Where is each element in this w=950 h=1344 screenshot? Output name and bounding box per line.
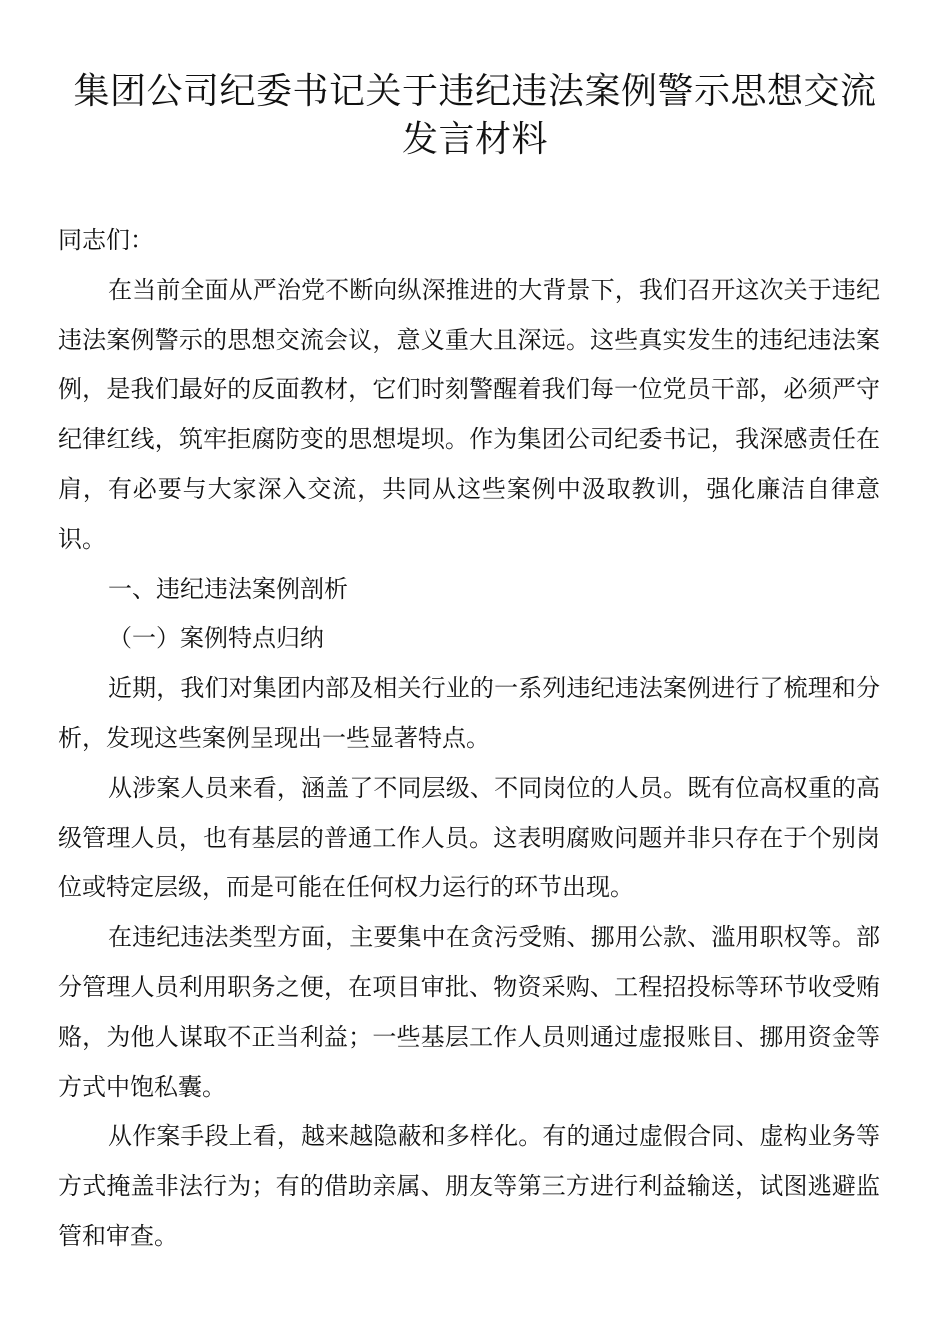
document-title: 集团公司纪委书记关于违纪违法案例警示思想交流发言材料 — [73, 71, 877, 160]
paragraph-methods: 从作案手段上看，越来越隐蔽和多样化。有的通过虚假合同、虚构业务等方式掩盖非法行为；有的借助亲属、朋友等第三方进行利益输送，试图逃避监管和审查。 — [58, 1122, 880, 1250]
subsection-heading-1: （一）案例特点归纳 — [108, 624, 324, 653]
document-body — [58, 216, 880, 1262]
paragraph-violation-types: 在违纪违法类型方面，主要集中在贪污受贿、挪用公款、滥用职权等。部分管理人员利用职务之便，在项目审批、物资采购、工程招投标等环节收受贿赂，为他人谋取不正当利益；一些基层工作人员则通过虚报账目、挪用资金等方式中饱私囊。 — [58, 923, 880, 1101]
paragraph-intro: 在当前全面从严治党不断向纵深推进的大背景下，我们召开这次关于违纪违法案例警示的思想交流会议，意义重大且深远。这些真实发生的违纪违法案例，是我们最好的反面教材，它们时刻警醒着我们每一位党员干部，必须严守纪律红线，筑牢拒腐防变的思想堤坝。作为集团公司纪委书记，我深感责任在肩，有必要与大家深入交流，共同从这些案例中汲取教训，强化廉洁自律意识。 — [58, 275, 880, 553]
paragraph-analysis: 近期，我们对集团内部及相关行业的一系列违纪违法案例进行了梳理和分析，发现这些案例呈现出一些显著特点。 — [58, 674, 880, 752]
paragraph-personnel: 从涉案人员来看，涵盖了不同层级、不同岗位的人员。既有位高权重的高级管理人员，也有基层的普通工作人员。这表明腐败问题并非只存在于个别岗位或特定层级，而是可能在任何权力运行的环节出现。 — [58, 773, 880, 902]
salutation: 同志们： — [58, 226, 154, 254]
section-heading-1: 一、违纪违法案例剖析 — [108, 574, 348, 603]
